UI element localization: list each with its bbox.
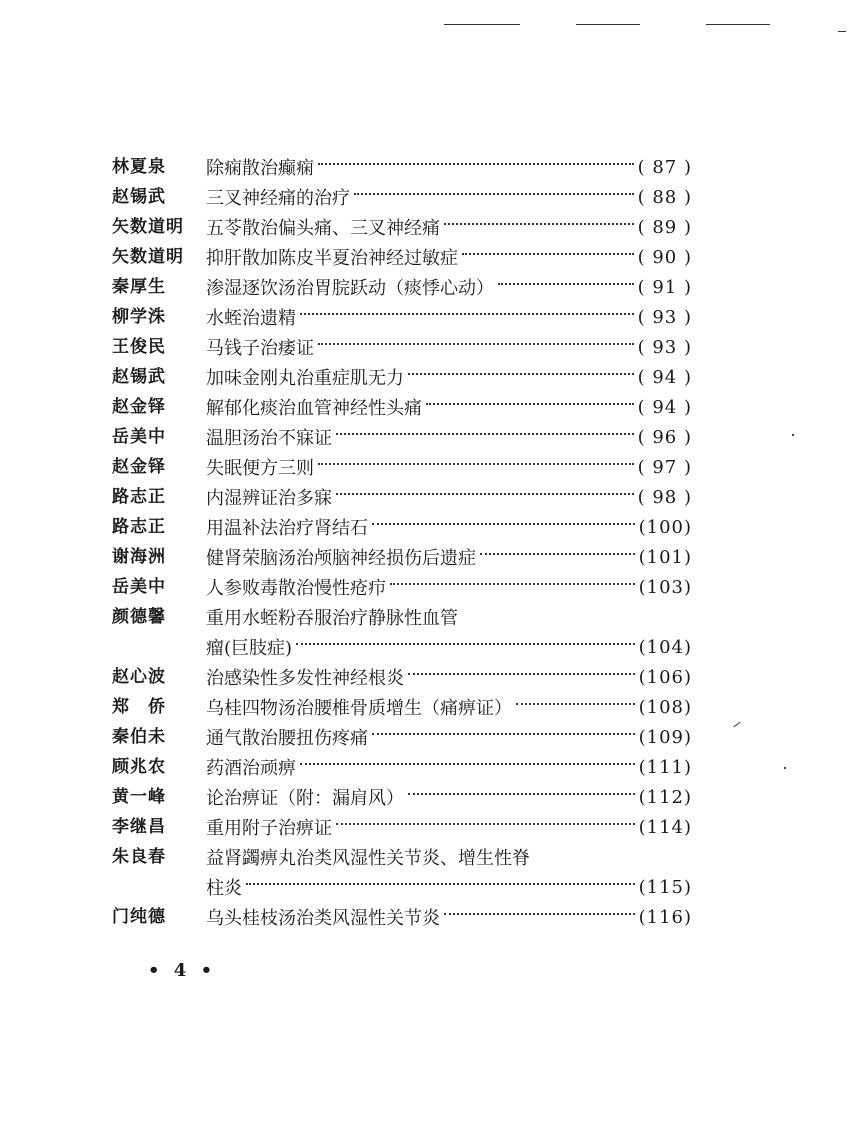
dot-leader [498,283,634,285]
toc-title: 水蛭治遗精 [206,308,296,329]
dot-leader [426,403,634,405]
toc-page-ref: ( 93 ) [637,336,692,358]
toc-entry[interactable] [112,512,692,542]
toc-entry[interactable] [112,392,692,422]
toc-author: 路志正 [112,517,166,537]
toc-author: 朱良春 [112,847,166,867]
toc-entry[interactable] [112,602,692,662]
toc-author: 柳学洙 [112,307,166,327]
toc-title: 益肾蠲痹丸治类风湿性关节炎、增生性脊 [206,848,530,869]
toc-entry[interactable] [112,302,692,332]
dot-leader [516,703,635,705]
toc-title: 失眠便方三则 [206,458,314,479]
toc-page-ref: ( 96 ) [637,426,692,448]
toc-title: 内湿辨证治多寐 [206,488,332,509]
dot-leader [444,913,635,915]
toc-title: 渗湿逐饮汤治胃脘跃动（痰悸心动） [206,278,494,299]
toc-title-continued: 柱炎 [206,878,242,899]
dot-leader [300,763,635,765]
toc-entry[interactable] [112,782,692,812]
dot-leader [296,643,635,645]
dot-leader [300,313,634,315]
dot-leader [480,553,635,555]
toc-author: 郑 侨 [112,697,166,717]
toc-author: 谢海洲 [112,547,166,567]
toc-page-ref: (114) [638,816,692,838]
toc-author: 赵锡武 [112,367,166,387]
toc-page-ref: ( 98 ) [637,486,692,508]
toc-author: 黄一峰 [112,787,166,807]
toc-title: 三叉神经痛的治疗 [206,188,350,209]
toc-author: 岳美中 [112,427,166,447]
toc-title: 人参败毒散治慢性疮疖 [206,578,386,599]
dot-leader [408,793,635,795]
toc-author: 秦伯未 [112,727,166,747]
toc-page-ref: (103) [638,576,692,598]
dot-leader [336,493,634,495]
toc-entry[interactable] [112,152,692,182]
toc-entry[interactable] [112,422,692,452]
scan-speck [784,767,786,769]
dot-leader [318,463,634,465]
toc-title: 药酒治顽痹 [206,758,296,779]
toc-author: 矢数道明 [112,247,184,267]
toc-title: 加味金刚丸治重症肌无力 [206,368,404,389]
toc-entry[interactable] [112,242,692,272]
toc-page-ref: ( 91 ) [637,276,692,298]
dot-leader [318,163,634,165]
toc-page-ref: ( 97 ) [637,456,692,478]
toc-author: 路志正 [112,487,166,507]
toc-author: 赵金铎 [112,457,166,477]
toc-author: 颜德馨 [112,607,166,627]
toc-page-ref: ( 88 ) [637,186,692,208]
toc-entry[interactable] [112,272,692,302]
dot-leader [336,823,635,825]
toc-title: 乌桂四物汤治腰椎骨质增生（痛痹证） [206,698,512,719]
dot-leader [462,253,634,255]
toc-entry[interactable] [112,572,692,602]
dot-leader [444,223,634,225]
toc-title: 五苓散治偏头痛、三叉神经痛 [206,218,440,239]
toc-entry[interactable] [112,542,692,572]
toc-title: 抑肝散加陈皮半夏治神经过敏症 [206,248,458,269]
dot-leader [354,193,634,195]
toc-page-ref: ( 89 ) [637,216,692,238]
toc-page-ref: (108) [638,696,692,718]
toc-entry[interactable] [112,362,692,392]
toc-entry[interactable] [112,662,692,692]
toc-entry[interactable] [112,722,692,752]
page-number: • 4 • [148,960,217,981]
toc-author: 王俊民 [112,337,166,357]
toc-page-ref: (112) [638,786,692,808]
toc-page-ref: ( 90 ) [637,246,692,268]
toc-page-ref: (101) [638,546,692,568]
toc-title: 马钱子治痿证 [206,338,314,359]
dot-leader [390,583,635,585]
toc-title: 重用水蛭粉吞服治疗静脉性血管 [206,608,458,629]
header-rule [838,31,846,32]
dot-leader [336,433,634,435]
dot-leader [246,883,635,885]
dot-leader [408,673,635,675]
toc-title: 用温补法治疗肾结石 [206,518,368,539]
toc-entry[interactable] [112,692,692,722]
toc-author: 门纯德 [112,907,166,927]
toc-author: 赵心波 [112,667,166,687]
table-of-contents [112,152,692,932]
toc-title: 重用附子治痹证 [206,818,332,839]
toc-page-ref: (116) [638,906,692,928]
toc-title: 通气散治腰扭伤疼痛 [206,728,368,749]
header-rule [444,24,520,25]
toc-page-ref: (104) [638,636,692,658]
header-rule [576,24,640,25]
toc-title: 论治痹证（附：漏肩风） [206,788,404,809]
toc-page-ref: (115) [638,876,692,898]
toc-title: 除痫散治癫痫 [206,158,314,179]
dot-leader [372,733,635,735]
toc-entry[interactable] [112,452,692,482]
toc-title: 健肾荣脑汤治颅脑神经损伤后遗症 [206,548,476,569]
toc-entry[interactable] [112,752,692,782]
toc-author: 赵金铎 [112,397,166,417]
toc-page-ref: (100) [638,516,692,538]
toc-author: 秦厚生 [112,277,166,297]
toc-title: 治感染性多发性神经根炎 [206,668,404,689]
toc-entry[interactable] [112,212,692,242]
scan-speck [733,722,740,727]
toc-page-ref: ( 87 ) [637,156,692,178]
toc-title-continued: 瘤(巨肢症) [206,638,293,659]
toc-author: 矢数道明 [112,217,184,237]
toc-entry[interactable] [112,332,692,362]
dot-leader [318,343,634,345]
toc-page-ref: (109) [638,726,692,748]
toc-author: 顾兆农 [112,757,166,777]
toc-entry[interactable] [112,902,692,932]
toc-author: 岳美中 [112,577,166,597]
toc-page-ref: (106) [638,666,692,688]
toc-page-ref: ( 93 ) [637,306,692,328]
dot-leader [408,373,634,375]
toc-author: 赵锡武 [112,187,166,207]
toc-title: 乌头桂枝汤治类风湿性关节炎 [206,908,440,929]
toc-author: 林夏泉 [112,157,166,177]
toc-title: 解郁化痰治血管神经性头痛 [206,398,422,419]
toc-entry[interactable] [112,482,692,512]
toc-entry[interactable] [112,812,692,842]
toc-title: 温胆汤治不寐证 [206,428,332,449]
toc-author: 李继昌 [112,817,166,837]
toc-entry[interactable] [112,842,692,902]
toc-page-ref: (111) [638,756,692,778]
toc-page-ref: ( 94 ) [637,396,692,418]
scan-speck [792,434,794,436]
header-rule [706,24,770,25]
toc-page-ref: ( 94 ) [637,366,692,388]
toc-entry[interactable] [112,182,692,212]
dot-leader [372,523,635,525]
